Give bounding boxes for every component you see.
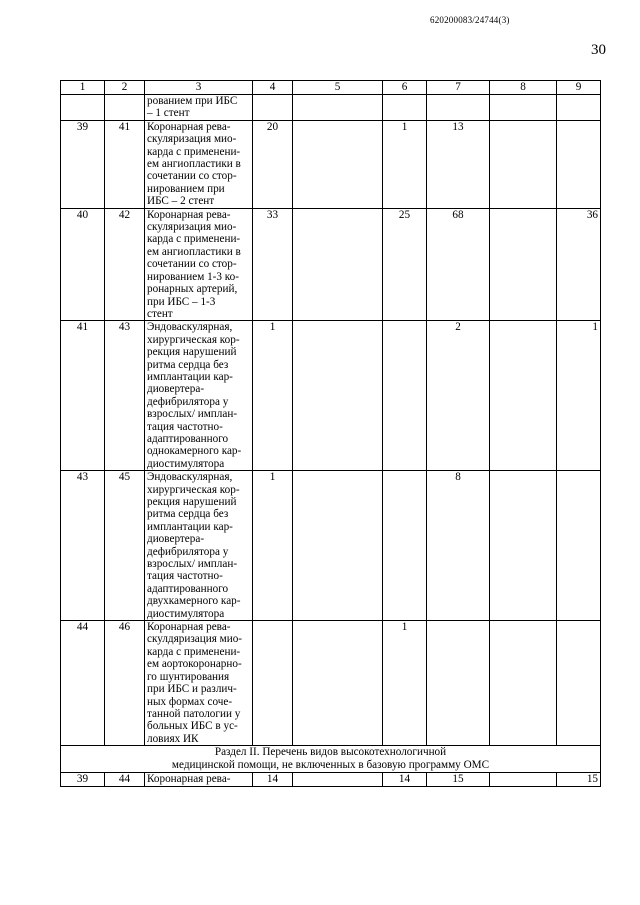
document-number: 620200083/24744(3) bbox=[430, 15, 510, 25]
table-row bbox=[61, 471, 601, 621]
cell-col-8 bbox=[490, 208, 557, 321]
description-line: при ИБС – 1-3 bbox=[147, 295, 216, 308]
description-line: тация частотно- bbox=[147, 420, 223, 433]
cell-col-8 bbox=[490, 321, 557, 471]
cell-col-5 bbox=[293, 120, 383, 208]
table-row bbox=[61, 621, 601, 746]
cell-col-1: 40 bbox=[61, 208, 105, 321]
cell-col-4: 1 bbox=[253, 471, 293, 621]
cell-col-8 bbox=[490, 95, 557, 121]
cell-col-6 bbox=[383, 471, 427, 621]
column-header: 1 bbox=[61, 81, 105, 95]
column-header: 6 bbox=[383, 81, 427, 95]
description-line: дефибрилятора у bbox=[147, 395, 229, 408]
cell-col-9 bbox=[557, 471, 601, 621]
cell-col-5 bbox=[293, 471, 383, 621]
description-line: диостимулятора bbox=[147, 457, 225, 470]
cell-col-5 bbox=[293, 773, 383, 786]
description-line: ловиях ИК bbox=[147, 732, 199, 745]
cell-col-7 bbox=[427, 95, 490, 121]
description-line: Эндоваскулярная, bbox=[147, 471, 233, 484]
description-line: ных формах соче- bbox=[147, 695, 233, 708]
cell-col-6: 14 bbox=[383, 773, 427, 786]
cell-col-8 bbox=[490, 621, 557, 746]
description-line: карда с применени- bbox=[147, 233, 241, 246]
description-line: Коронарная рева- bbox=[147, 621, 231, 634]
section-title bbox=[61, 746, 601, 773]
cell-col-9: 15 bbox=[557, 773, 601, 786]
description-line: стент bbox=[147, 307, 173, 320]
cell-col-7: 68 bbox=[427, 208, 490, 321]
column-header: 7 bbox=[427, 81, 490, 95]
description-line: тация частотно- bbox=[147, 570, 223, 583]
description-line: нированием при bbox=[147, 182, 225, 195]
column-header-row bbox=[61, 81, 601, 95]
service-description-cell bbox=[145, 208, 253, 321]
cell-col-1: 39 bbox=[61, 773, 105, 786]
description-line: Коронарная рева- bbox=[147, 773, 231, 786]
cell-col-6: 1 bbox=[383, 621, 427, 746]
description-line: Коронарная рева- bbox=[147, 208, 231, 221]
description-line: адаптированного bbox=[147, 582, 229, 595]
description-line: при ИБС и различ- bbox=[147, 683, 237, 696]
cell-col-9: 1 bbox=[557, 321, 601, 471]
cell-col-2: 42 bbox=[105, 208, 145, 321]
description-line: карда с применени- bbox=[147, 645, 241, 658]
services-table bbox=[60, 80, 601, 787]
cell-col-7 bbox=[427, 621, 490, 746]
cell-col-7: 8 bbox=[427, 471, 490, 621]
description-line: имплантации кар- bbox=[147, 370, 233, 383]
service-description-cell bbox=[145, 95, 253, 121]
description-line: рованием при ИБС bbox=[147, 95, 238, 107]
cell-col-7: 13 bbox=[427, 120, 490, 208]
description-line: диовертера- bbox=[147, 533, 205, 546]
cell-col-9 bbox=[557, 621, 601, 746]
cell-col-9 bbox=[557, 95, 601, 121]
description-line: карда с применени- bbox=[147, 145, 241, 158]
service-description-cell bbox=[145, 471, 253, 621]
description-line: – 1 стент bbox=[147, 107, 190, 120]
description-line: ритма сердца без bbox=[147, 508, 229, 521]
cell-col-6: 1 bbox=[383, 120, 427, 208]
cell-col-2: 46 bbox=[105, 621, 145, 746]
description-line: го шунтирования bbox=[147, 670, 230, 683]
cell-col-4 bbox=[253, 621, 293, 746]
description-line: однокамерного кар- bbox=[147, 445, 242, 458]
page-number: 30 bbox=[591, 42, 606, 58]
description-line: больных ИБС в ус- bbox=[147, 720, 238, 733]
description-line: рекция нарушений bbox=[147, 346, 237, 359]
cell-col-4: 1 bbox=[253, 321, 293, 471]
description-line: ем ангиопластики в bbox=[147, 245, 241, 258]
table-row bbox=[61, 321, 601, 471]
service-description-cell bbox=[145, 773, 253, 786]
service-description-cell bbox=[145, 120, 253, 208]
cell-col-1: 41 bbox=[61, 321, 105, 471]
column-header: 2 bbox=[105, 81, 145, 95]
cell-col-4 bbox=[253, 95, 293, 121]
description-line: сочетании со стор- bbox=[147, 170, 237, 183]
column-header: 4 bbox=[253, 81, 293, 95]
description-line: дефибрилятора у bbox=[147, 545, 229, 558]
section-header-row bbox=[61, 746, 601, 773]
description-line: имплантации кар- bbox=[147, 520, 233, 533]
description-line: диовертера- bbox=[147, 383, 205, 396]
column-header: 5 bbox=[293, 81, 383, 95]
table-row bbox=[61, 773, 601, 786]
cell-col-9 bbox=[557, 120, 601, 208]
description-line: диостимулятора bbox=[147, 607, 225, 620]
cell-col-2 bbox=[105, 95, 145, 121]
cell-col-6 bbox=[383, 95, 427, 121]
table-row bbox=[61, 120, 601, 208]
description-line: взрослых/ имплан- bbox=[147, 408, 238, 421]
description-line: скуляризация мио- bbox=[147, 133, 237, 146]
section-title-line: медицинской помощи, не включенных в базовую программу ОМС bbox=[171, 759, 490, 772]
description-line: ем аортокоронарно- bbox=[147, 658, 242, 671]
description-line: хирургическая кор- bbox=[147, 333, 240, 346]
cell-col-2: 44 bbox=[105, 773, 145, 786]
cell-col-5 bbox=[293, 621, 383, 746]
description-line: танной патологии у bbox=[147, 707, 241, 720]
cell-col-6 bbox=[383, 321, 427, 471]
cell-col-8 bbox=[490, 471, 557, 621]
description-line: ИБС – 2 стент bbox=[147, 195, 215, 208]
cell-col-2: 45 bbox=[105, 471, 145, 621]
cell-col-1: 39 bbox=[61, 120, 105, 208]
cell-col-5 bbox=[293, 208, 383, 321]
service-description-cell bbox=[145, 321, 253, 471]
description-line: скулдяризация мио- bbox=[147, 633, 243, 646]
cell-col-6: 25 bbox=[383, 208, 427, 321]
cell-col-1: 43 bbox=[61, 471, 105, 621]
description-line: адаптированного bbox=[147, 432, 229, 445]
cell-col-8 bbox=[490, 120, 557, 208]
cell-col-1 bbox=[61, 95, 105, 121]
description-line: ритма сердца без bbox=[147, 358, 229, 371]
cell-col-4: 33 bbox=[253, 208, 293, 321]
description-line: рекция нарушений bbox=[147, 496, 237, 508]
column-header: 8 bbox=[490, 81, 557, 95]
description-line: сочетании со стор- bbox=[147, 258, 237, 271]
description-line: Коронарная рева- bbox=[147, 120, 231, 133]
description-line: ронарных артерий, bbox=[147, 283, 238, 296]
cell-col-4: 14 bbox=[253, 773, 293, 786]
cell-col-2: 41 bbox=[105, 120, 145, 208]
cell-col-1: 44 bbox=[61, 621, 105, 746]
description-line: нированием 1-3 ко- bbox=[147, 270, 239, 283]
cell-col-2: 43 bbox=[105, 321, 145, 471]
description-line: Эндоваскулярная, bbox=[147, 321, 233, 334]
cell-col-7: 15 bbox=[427, 773, 490, 786]
table-row bbox=[61, 208, 601, 321]
table-row bbox=[61, 95, 601, 121]
cell-col-7: 2 bbox=[427, 321, 490, 471]
cell-col-5 bbox=[293, 95, 383, 121]
cell-col-5 bbox=[293, 321, 383, 471]
column-header: 9 bbox=[557, 81, 601, 95]
cell-col-8 bbox=[490, 773, 557, 786]
description-line: взрослых/ имплан- bbox=[147, 558, 238, 571]
cell-col-4: 20 bbox=[253, 120, 293, 208]
description-line: хирургическая кор- bbox=[147, 483, 240, 496]
service-description-cell bbox=[145, 621, 253, 746]
section-title-line: Раздел II. Перечень видов высокотехнологичной bbox=[214, 746, 447, 759]
description-line: скуляризация мио- bbox=[147, 221, 237, 234]
column-header: 3 bbox=[145, 81, 253, 95]
cell-col-9: 36 bbox=[557, 208, 601, 321]
description-line: ем ангиопластики в bbox=[147, 158, 241, 171]
description-line: двухкамерного кар- bbox=[147, 595, 241, 608]
